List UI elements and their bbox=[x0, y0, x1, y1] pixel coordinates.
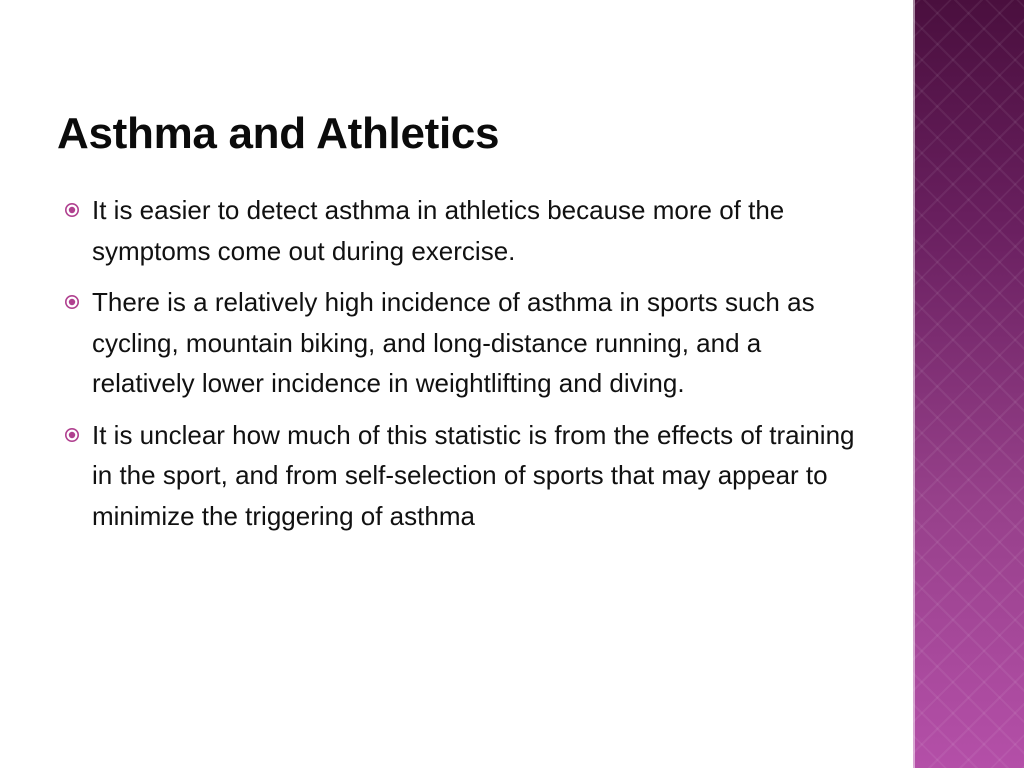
radio-bullet-icon bbox=[64, 427, 80, 443]
bullet-item bbox=[64, 190, 864, 271]
bullet-text: It is easier to detect asthma in athletics because more of the symptoms come out during exercise. bbox=[92, 195, 785, 266]
bullet-item bbox=[64, 415, 864, 537]
radio-bullet-icon bbox=[64, 294, 80, 310]
slide-title: Asthma and Athletics bbox=[57, 109, 500, 158]
radio-bullet-icon bbox=[64, 202, 80, 218]
bullet-item bbox=[64, 282, 864, 404]
bullet-list bbox=[64, 190, 864, 547]
bullet-text: There is a relatively high incidence of asthma in sports such as cycling, mountain biking, and long-distance running, and a relatively lower incidence in weightlifting and diving. bbox=[92, 287, 815, 398]
bullet-text: It is unclear how much of this statistic is from the effects of training in the sport, and from self-selection of sports that may appear to minimize the triggering of asthma bbox=[92, 419, 855, 531]
decorative-side-band bbox=[913, 0, 1024, 768]
